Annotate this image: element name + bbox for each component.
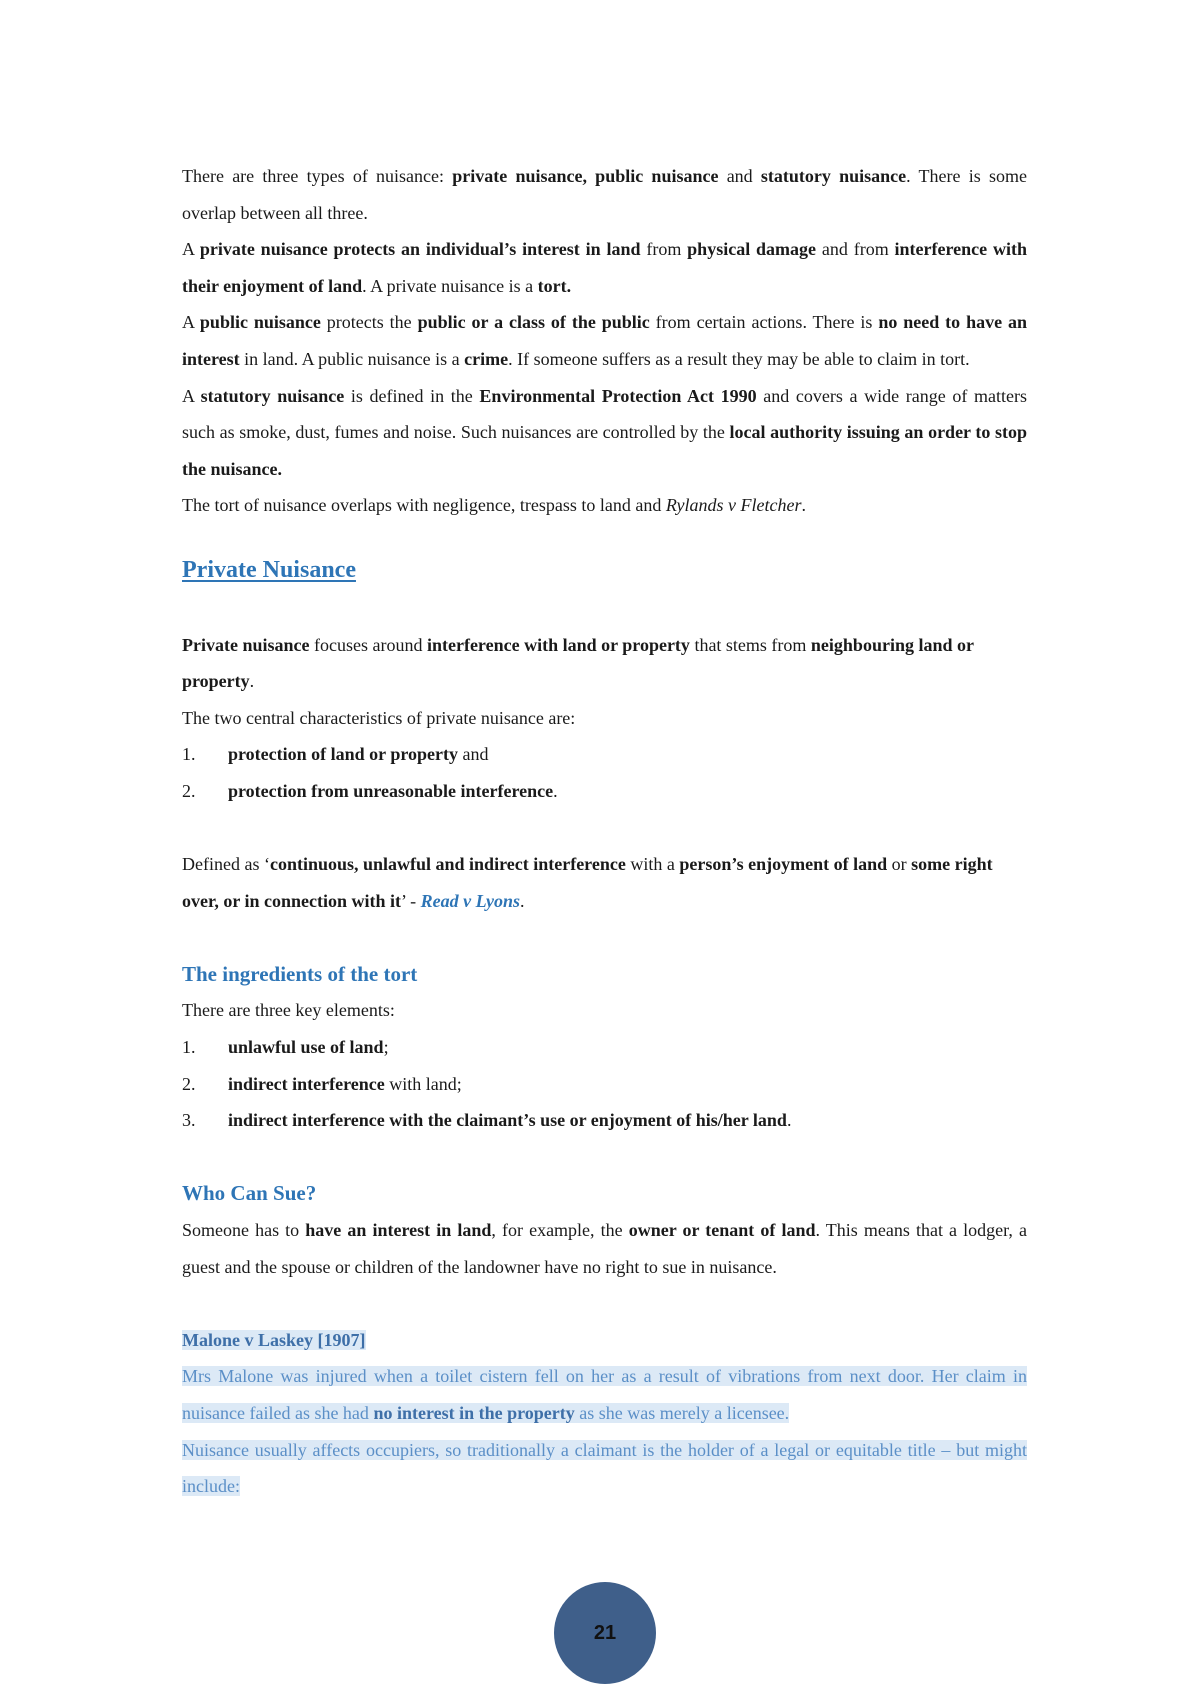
- text: .: [249, 671, 255, 692]
- intro-paragraph-public: [182, 304, 1027, 377]
- bold-text: unlawful use of land: [228, 1037, 384, 1058]
- list-number: 2.: [182, 780, 196, 801]
- text: from certain actions. There is: [649, 312, 879, 333]
- list-item: [182, 1102, 1027, 1139]
- list-item: [182, 773, 1027, 810]
- bold-text: tort.: [537, 275, 572, 296]
- bold-text: physical damage: [687, 239, 817, 260]
- list-number: 1.: [182, 1037, 196, 1058]
- spacer: [182, 1285, 1027, 1322]
- text: and: [458, 744, 489, 765]
- text: Someone has to: [182, 1220, 306, 1241]
- bold-text: public nuisance: [199, 312, 321, 333]
- case-name: Rylands v Fletcher: [665, 495, 802, 516]
- bold-text: indirect interference with the claimant’s use or enjoyment of his/her land: [228, 1110, 787, 1131]
- list-number: 3.: [182, 1110, 196, 1131]
- text: Mrs Malone was injured when a toilet cistern fell on her as a result of vibrations from next door. Her claim in nuisance failed as she had: [182, 1366, 1027, 1423]
- bold-text: interference with their enjoyment of land: [182, 239, 1028, 296]
- text: .: [801, 495, 806, 516]
- text: .: [519, 890, 525, 911]
- spacer: [182, 919, 1027, 956]
- text: from: [640, 239, 688, 260]
- text: as she was merely a licensee.: [574, 1403, 790, 1423]
- intro-paragraph-types: [182, 158, 1027, 231]
- bold-text: protection from unreasonable interference: [228, 780, 554, 801]
- bold-text: person’s enjoyment of land: [679, 854, 888, 875]
- bold-text: statutory nuisance: [200, 385, 345, 406]
- text: is defined in the: [344, 385, 480, 406]
- text: with land;: [384, 1073, 462, 1094]
- text: with a: [625, 854, 680, 875]
- case-reference-link[interactable]: Read v Lyons: [420, 890, 520, 911]
- text: . A private nuisance is a: [362, 275, 538, 296]
- text: , for example, the: [491, 1220, 629, 1241]
- highlighted-text: Nuisance usually affects occupiers, so traditionally a claimant is the holder of a legal or equitable title – but might include:: [182, 1439, 1027, 1497]
- ingredients-list: [182, 1029, 1027, 1139]
- list-item: [182, 736, 1027, 773]
- bold-text: private nuisance, public nuisance: [452, 166, 719, 186]
- text: The tort of nuisance overlaps with negligence, trespass to land and: [182, 495, 666, 516]
- text: and from: [816, 239, 895, 260]
- case-title: [182, 1322, 1027, 1359]
- bold-text: private nuisance protects an individual’s interest in land: [199, 239, 641, 260]
- spacer: [182, 590, 1027, 627]
- case-title-text: Malone v Laskey [1907]: [182, 1329, 366, 1350]
- ingredients-intro: There are three key elements:: [182, 1000, 395, 1021]
- text: focuses around: [309, 634, 427, 655]
- list-item: [182, 1066, 1027, 1103]
- section-heading-ingredients: The ingredients of the tort: [182, 961, 418, 986]
- text: ;: [383, 1037, 389, 1058]
- intro-paragraph-overlap: [182, 487, 1027, 524]
- bold-text: indirect interference: [228, 1073, 385, 1094]
- bold-text: owner or tenant of land: [628, 1220, 816, 1241]
- characteristics-list: [182, 736, 1027, 809]
- spacer: [182, 810, 1027, 847]
- section-heading-who-can-sue: Who Can Sue?: [182, 1181, 317, 1206]
- intro-paragraph-statutory: [182, 378, 1027, 488]
- bold-text: local authority issuing an order to stop the nuisance.: [182, 422, 1027, 479]
- case-facts-paragraph: [182, 1358, 1027, 1431]
- bold-text: no need to have an interest: [182, 312, 1027, 369]
- bold-text: continuous, unlawful and indirect interference: [269, 854, 626, 875]
- bold-text: crime: [464, 348, 509, 369]
- intro-paragraph-private: [182, 231, 1027, 304]
- bold-text: Environmental Protection Act 1990: [479, 385, 757, 406]
- text: ’ -: [401, 890, 421, 911]
- page-number-badge: 21: [554, 1582, 656, 1684]
- bold-text: neighbouring land or property: [182, 634, 974, 692]
- document-page: [182, 158, 1027, 1505]
- bold-text: statutory nuisance: [760, 166, 907, 186]
- case-occupiers-paragraph: [182, 1432, 1027, 1505]
- list-number: 2.: [182, 1073, 196, 1094]
- highlighted-text: [182, 1366, 1027, 1423]
- spacer: [182, 1139, 1027, 1176]
- definition-paragraph: [182, 846, 1027, 919]
- list-item: [182, 1029, 1027, 1066]
- who-can-sue-paragraph: [182, 1212, 1027, 1285]
- bold-text: no interest in the property: [373, 1403, 575, 1423]
- private-nuisance-focus-paragraph: [182, 627, 1027, 700]
- text: A: [182, 385, 201, 406]
- text: A: [182, 239, 200, 260]
- text: .: [553, 780, 558, 801]
- text: .: [786, 1110, 792, 1131]
- text: or: [887, 854, 912, 875]
- text: A: [182, 312, 200, 333]
- text: protects the: [320, 312, 418, 333]
- text: and covers a wide range of matters such as smoke, dust, fumes and noise. Such nuisances are controlled by the: [182, 385, 1027, 443]
- text: in land. A public nuisance is a: [239, 348, 465, 369]
- text: . There is some overlap between all three.: [182, 166, 1027, 223]
- characteristics-intro: The two central characteristics of private nuisance are:: [182, 707, 576, 728]
- text: that stems from: [689, 634, 811, 655]
- text: Defined as ‘: [182, 854, 270, 875]
- case-study-block: [182, 1322, 1027, 1505]
- section-heading-private-nuisance: Private Nuisance: [182, 556, 356, 583]
- bold-text: have an interest in land: [305, 1220, 492, 1241]
- text: . This means that a lodger, a guest and the spouse or children of the landowner have no right to sue in nuisance.: [182, 1220, 1027, 1277]
- list-number: 1.: [182, 744, 196, 765]
- bold-text: protection of land or property: [228, 744, 458, 765]
- text: . If someone suffers as a result they may be able to claim in tort.: [508, 348, 970, 369]
- bold-text: interference with land or property: [426, 634, 690, 655]
- bold-text: Private nuisance: [182, 634, 310, 655]
- text: There are three types of nuisance:: [182, 166, 453, 186]
- text: and: [718, 166, 761, 186]
- bold-text: public or a class of the public: [417, 312, 650, 333]
- bold-text: some right over, or in connection with it: [182, 854, 993, 911]
